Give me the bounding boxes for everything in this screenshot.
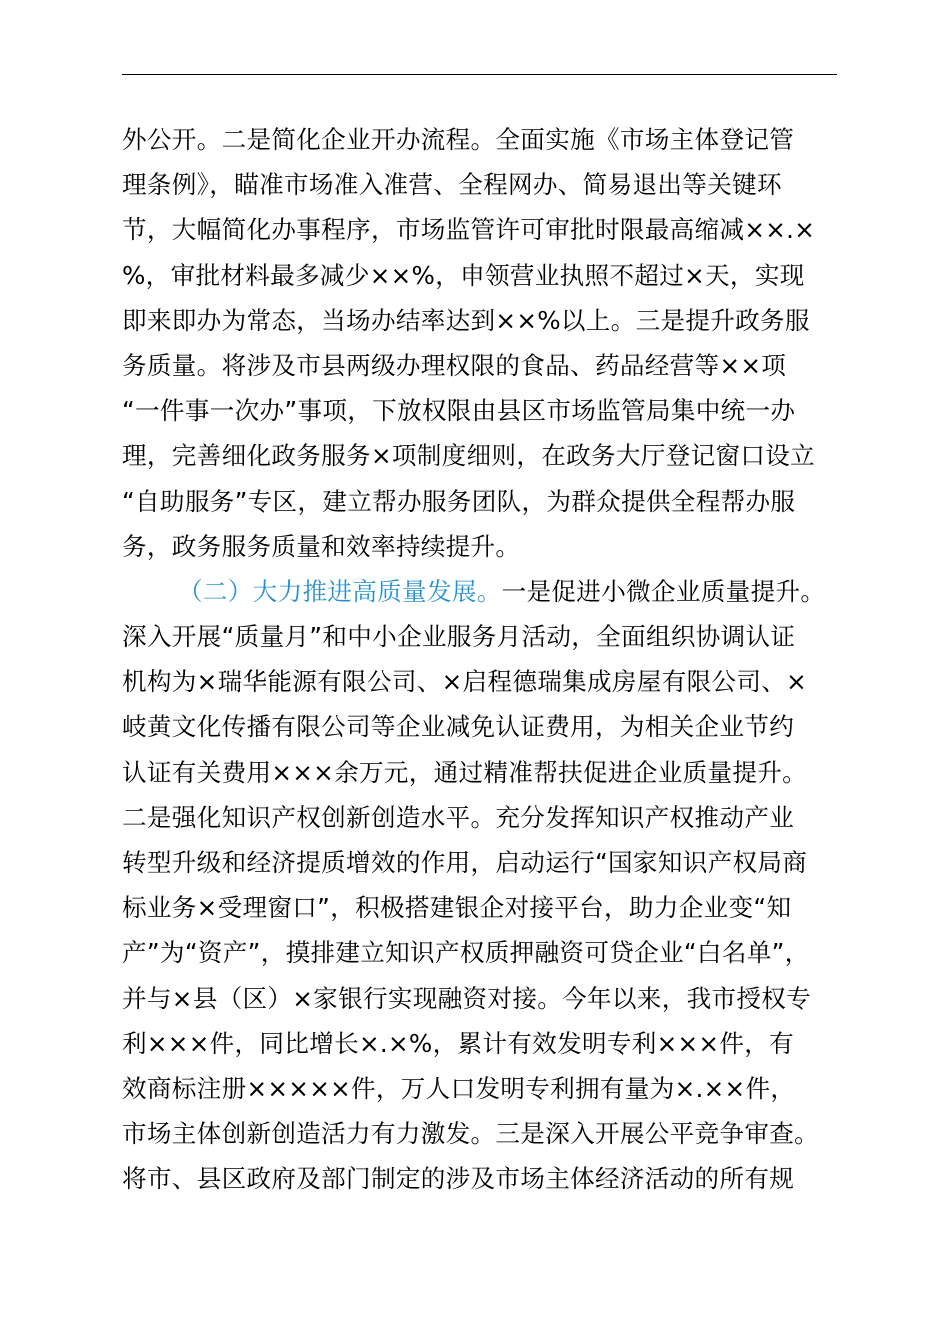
text-line: “一件事一次办”事项，下放权限由县区市场监管局集中统一办: [122, 396, 796, 426]
text-line: %，审批材料最多减少××%，申领营业执照不超过×天，实现: [122, 260, 805, 290]
text-line: 并与×县（区）×家银行实现融资对接。今年以来，我市授权专: [122, 983, 812, 1013]
text-line: 深入开展“质量月”和中小企业服务月活动，全面组织协调认证: [122, 622, 796, 652]
text-line: 转型升级和经济提质增效的作用，启动运行“国家知识产权局商: [122, 848, 808, 877]
text-line: 机构为×瑞华能源有限公司、×启程德瑞集成房屋有限公司、×: [122, 667, 808, 697]
text-line: 理，完善细化政务服务×项制度细则，在政务大厅登记窗口设立: [122, 441, 816, 471]
text-line: 理条例》，瞄准市场准入准营、全程网办、简易退出等关键环: [122, 170, 782, 200]
text-line: 节，大幅简化办事程序，市场监管许可审批时限最高缩减××.×: [122, 215, 816, 245]
text-line: 效商标注册×××××件，万人口发明专利拥有量为×.××件，: [122, 1073, 796, 1103]
text-line: 认证有关费用×××余万元，通过精准帮扶促进企业质量提升。: [122, 757, 808, 787]
text-line: 标业务×受理窗口”，积极搭建银企对接平台，助力企业变“知: [122, 893, 792, 923]
text-line: 岐黄文化传播有限公司等企业减免认证费用，为相关企业节约: [122, 712, 795, 742]
text-line: 即来即办为常态，当场办结率达到××%以上。三是提升政务服: [122, 305, 810, 335]
text-line: 产”为“资产”，摸排建立知识产权质押融资可贷企业“白名单”，: [122, 938, 810, 968]
text-line: 市场主体创新创造活力有力激发。三是深入开展公平竞争审查。: [122, 1119, 820, 1149]
text-line: 将市、县区政府及部门制定的涉及市场主体经济活动的所有规: [122, 1164, 795, 1194]
text-line: 外公开。二是简化企业开办流程。全面实施《市场主体登记管: [122, 125, 795, 154]
text-line: “自助服务”专区，建立帮办服务团队，为群众提供全程帮办服: [122, 486, 796, 516]
text-line: 二是强化知识产权创新创造水平。充分发挥知识产权推动产业: [122, 802, 795, 832]
section-first-line: [122, 569, 852, 614]
header-rule: [122, 74, 837, 75]
section-heading: （二）大力推进高质量发展。: [178, 576, 502, 606]
text-line: 务，政务服务质量和效率持续提升。: [122, 531, 521, 561]
text-line: 利×××件，同比增长×.×%，累计有效发明专利×××件，有: [122, 1028, 795, 1058]
body-text: [122, 117, 852, 1202]
section-first-line-rest: 一是促进小微企业质量提升。: [501, 576, 826, 606]
text-line: 务质量。将涉及市县两级办理权限的食品、药品经营等××项: [122, 350, 787, 380]
